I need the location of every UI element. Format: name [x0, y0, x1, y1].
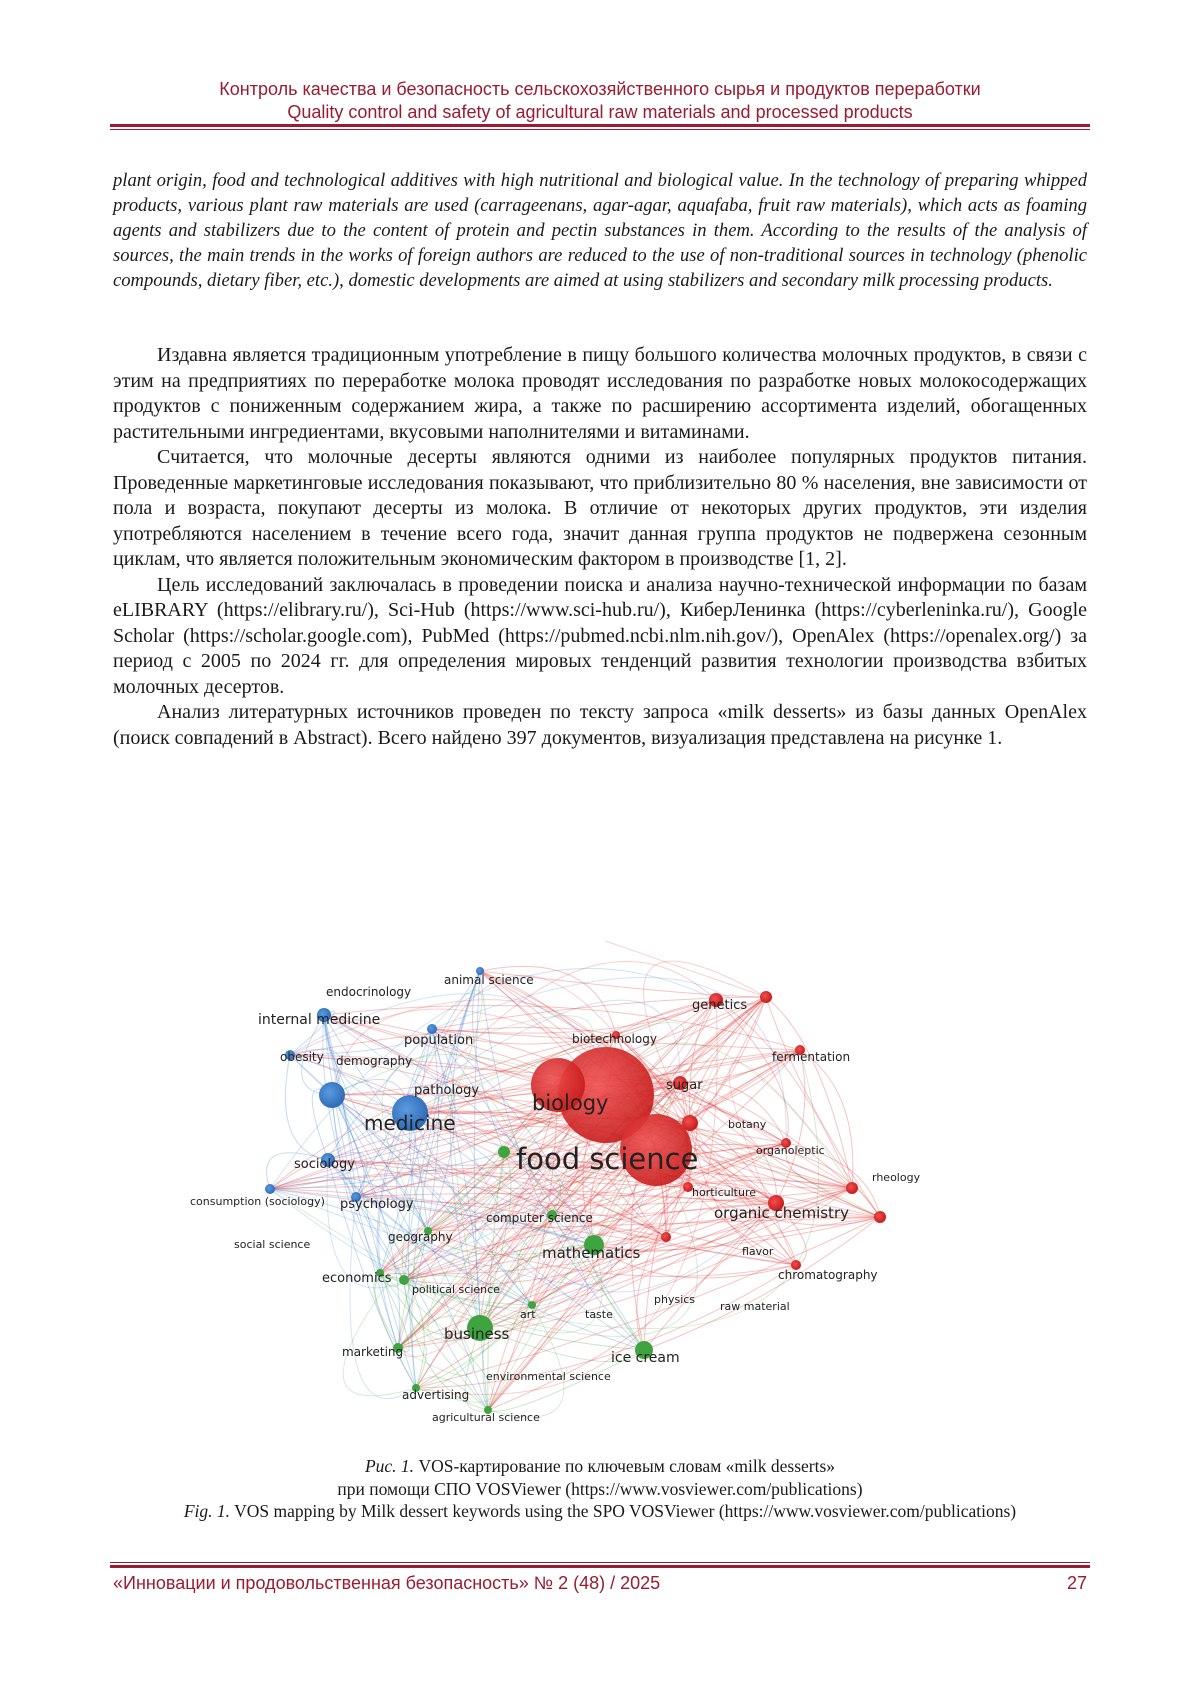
vos-network-figure: [190, 925, 1016, 1424]
node-flavor-2: [661, 1232, 671, 1242]
label-botany: botany: [728, 1118, 767, 1131]
label-food-science: food science: [516, 1142, 699, 1176]
paragraph: Издавна является традиционным употребление в пищу большого количества молочных продуктов, в связи с этим на предприятиях по переработке молока проводят исследования по разработке новых молокосодержащих продуктов с пониженным содержанием жира, а также по расширению ассортимента изделий, обогащенных растительными ингредиентами, вкусовыми наполнителями и витаминами.: [113, 344, 1087, 443]
label-political-science: political science: [412, 1283, 500, 1296]
label-horticulture: horticulture: [692, 1186, 757, 1199]
header-title-en: Quality control and safety of agricultural raw materials and processed products: [287, 102, 913, 122]
label-social-science: social science: [234, 1238, 311, 1251]
footer-rule-thin: [110, 1562, 1090, 1563]
label-medicine: medicine: [364, 1111, 456, 1135]
label-ice-cream: ice cream: [611, 1350, 680, 1366]
journal-title: «Инновации и продовольственная безопасность» № 2 (48) / 2025: [113, 1573, 661, 1593]
running-header: [110, 78, 1090, 123]
network-edge: [398, 1029, 439, 1348]
caption-ru-line2: при помощи СПО VOSViewer (https://www.vosviewer.com/publications): [337, 1478, 863, 1499]
node-political-science: [399, 1275, 409, 1285]
label-raw-material: raw material: [720, 1300, 790, 1313]
label-chromatography: chromatography: [778, 1268, 878, 1282]
label-genetics: genetics: [692, 998, 748, 1013]
header-title-ru: Контроль качества и безопасность сельскохозяйственного сырья и продуктов переработки: [219, 79, 981, 99]
network-edge: [606, 941, 766, 997]
caption-en-label: Fig. 1.: [183, 1501, 231, 1521]
page-number: 27: [1066, 1573, 1087, 1593]
label-computer-science: computer science: [486, 1211, 593, 1225]
label-economics: economics: [322, 1271, 392, 1286]
header-rule-thick: [110, 124, 1090, 127]
node-genetics-2: [760, 991, 772, 1003]
label-pathology: pathology: [414, 1083, 480, 1098]
node-botany: [682, 1115, 698, 1131]
vos-network-map: [190, 925, 1016, 1424]
node-medicine-2: [319, 1082, 345, 1108]
label-physics: physics: [654, 1293, 696, 1306]
footer-rule-thick: [110, 1565, 1090, 1568]
node-rheology: [846, 1182, 858, 1194]
label-agricultural-science: agricultural science: [432, 1411, 540, 1424]
network-edge: [800, 1050, 853, 1188]
caption-ru-line1: Рис. 1. VOS-картирование по ключевым словам «milk desserts»: [364, 1456, 836, 1476]
paragraph: Считается, что молочные десерты являются одними из наиболее популярных продуктов питания. Проведенные маркетинговые исследования показывают, что приблизительно 80 % населения, вне зависимости от пола и возраста, покупают десерты из молока. В отличие от некоторых других продуктов, эти изделия употребляются населением в течение всего года, значит данная группа продуктов не подвержена сезонным циклам, что является положительным экономическим фактором в производстве [1, 2].: [113, 446, 1087, 570]
node-consumption: [265, 1184, 275, 1194]
label-population: population: [404, 1033, 474, 1048]
header-rule-thin: [110, 129, 1090, 130]
label-geography: geography: [388, 1230, 453, 1244]
label-environmental-science: environmental science: [486, 1370, 611, 1383]
label-mathematics: mathematics: [542, 1244, 641, 1262]
label-organoleptic: organoleptic: [756, 1144, 825, 1157]
label-obesity: obesity: [280, 1050, 324, 1064]
label-flavor: flavor: [742, 1245, 774, 1258]
label-organic-chemistry: organic chemistry: [714, 1204, 849, 1222]
label-sugar: sugar: [666, 1078, 703, 1093]
label-internal-medicine: internal medicine: [258, 1012, 381, 1028]
label-fermentation: fermentation: [772, 1050, 851, 1064]
label-psychology: psychology: [340, 1197, 414, 1212]
body-text: [113, 343, 1087, 751]
paragraph: Анализ литературных источников проведен по тексту запроса «milk desserts» из базы данных OpenAlex (поиск совпадений в Abstract). Всего найдено 397 документов, визуализация представлена на рисунке 1.: [113, 701, 1087, 749]
label-demography: demography: [336, 1054, 413, 1068]
node-rheology-2: [874, 1211, 886, 1223]
label-sociology: sociology: [294, 1157, 355, 1172]
label-taste: taste: [585, 1308, 613, 1321]
label-biotechnology: biotechnology: [572, 1032, 657, 1046]
label-biology: biology: [532, 1091, 609, 1115]
figure-caption: [113, 1455, 1087, 1523]
paragraph: Цель исследований заключалась в проведении поиска и анализа научно-технической информации по базам eLIBRARY (https://elibrary.ru/), Sci-Hub (https://www.sci-hub.ru/), КиберЛенинка (https://cyberleninka.ru/), Google Scholar (https://scholar.google.com), PubMed (https://pubmed.ncbi.nlm.nih.gov/), OpenAlex (https://openalex.org/) за период с 2005 по 2024 гг. для определения мировых тенденций развития технологии производства взбитых молочных десертов.: [113, 573, 1087, 698]
label-marketing: marketing: [342, 1345, 404, 1359]
label-animal-science: animal science: [444, 973, 534, 987]
abstract-continuation: plant origin, food and technological additives with high nutritional and biological value. In the technology of preparing whipped products, various plant raw materials are used (carrageenans, agar-agar, aquafaba, fruit raw materials), which acts as foaming agents and stabilizers due to the content of protein and pectin substances in them. According to the results of the analysis of sources, the main trends in the works of foreign authors are reduced to the use of non-traditional sources in technology (phenolic compounds, dietary fiber, etc.), domestic developments are aimed at using stabilizers and secondary milk processing products.: [113, 170, 1087, 291]
label-art: art: [520, 1308, 536, 1321]
label-business: business: [444, 1325, 510, 1343]
node-food-science-g: [498, 1146, 510, 1158]
label-rheology: rheology: [872, 1171, 921, 1184]
caption-en: Fig. 1. VOS mapping by Milk dessert keywords using the SPO VOSViewer (https://www.vosviewer.com/publications): [183, 1501, 1017, 1521]
caption-ru-label: Рис. 1.: [364, 1456, 415, 1476]
label-advertising: advertising: [402, 1388, 470, 1402]
label-consumption-sociology: consumption (sociology): [190, 1195, 325, 1208]
label-endocrinology: endocrinology: [326, 985, 412, 999]
